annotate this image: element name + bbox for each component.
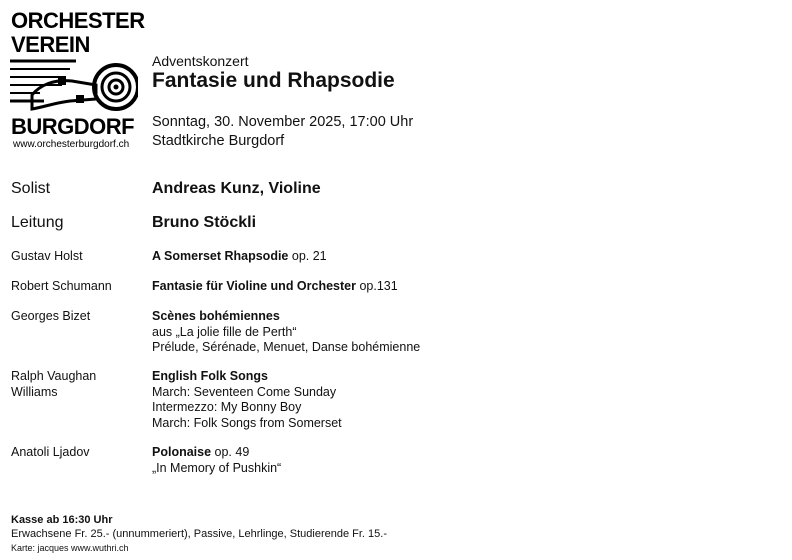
box-office-heading: Kasse ab 16:30 Uhr	[11, 514, 113, 526]
composer-name-line: Ralph Vaughan	[11, 369, 97, 383]
concert-type: Adventskonzert	[152, 53, 249, 69]
logo-line-orchester: ORCHESTER	[11, 8, 145, 33]
logo-url: www.orchesterburgdorf.ch	[13, 139, 130, 150]
work-detail: March: Seventeen Come Sunday	[152, 384, 337, 399]
credit-label-conductor: Leitung	[11, 214, 64, 231]
composer-bizet: Georges Bizet	[11, 309, 91, 323]
ticket-prices: Erwachsene Fr. 25.- (unnummeriert), Passive, Lehrlinge, Studierende Fr. 15.-	[11, 528, 388, 540]
composer-schumann: Robert Schumann	[11, 279, 112, 293]
work-detail: Prélude, Sérénade, Menuet, Danse bohémienne	[152, 340, 421, 354]
work-detail: aus „La jolie fille de Perth“	[152, 324, 297, 339]
work-detail: „In Memory of Pushkin“	[152, 460, 282, 475]
violin-scroll-icon	[10, 55, 138, 117]
composer-ljadov: Anatoli Ljadov	[11, 445, 90, 459]
work-title: A Somerset Rhapsodie	[152, 249, 289, 263]
composer-name-line: Williams	[11, 384, 58, 399]
concert-venue: Stadtkirche Burgdorf	[152, 133, 285, 149]
composer-vaughan-williams	[11, 369, 96, 400]
work-title: Fantasie für Violine und Orchester	[152, 279, 356, 293]
work-vaughan-williams	[152, 369, 342, 431]
work-title: English Folk Songs	[152, 369, 268, 383]
composer-holst: Gustav Holst	[11, 249, 83, 263]
concert-datetime: Sonntag, 30. November 2025, 17:00 Uhr	[152, 114, 414, 130]
work-opus: op. 21	[288, 249, 327, 263]
credit-label-soloist: Solist	[11, 180, 51, 197]
card-credit: Karte: jacques www.wuthri.ch	[11, 543, 129, 553]
work-ljadov	[152, 445, 281, 476]
work-opus: op. 49	[211, 445, 250, 459]
work-title: Polonaise	[152, 445, 212, 459]
concert-title: Fantasie und Rhapsodie	[152, 69, 395, 92]
logo-line-burgdorf: BURGDORF	[11, 114, 135, 139]
work-opus: op.131	[356, 279, 398, 293]
work-title: Scènes bohémiennes	[152, 309, 280, 323]
credit-value-soloist: Andreas Kunz, Violine	[152, 180, 321, 197]
logo-line-verein: VEREIN	[11, 32, 90, 57]
work-schumann	[152, 279, 398, 295]
work-holst	[152, 249, 327, 265]
work-bizet	[152, 309, 420, 356]
work-detail: March: Folk Songs from Somerset	[152, 415, 342, 430]
work-detail: Intermezzo: My Bonny Boy	[152, 400, 302, 414]
credit-value-conductor: Bruno Stöckli	[152, 214, 257, 231]
